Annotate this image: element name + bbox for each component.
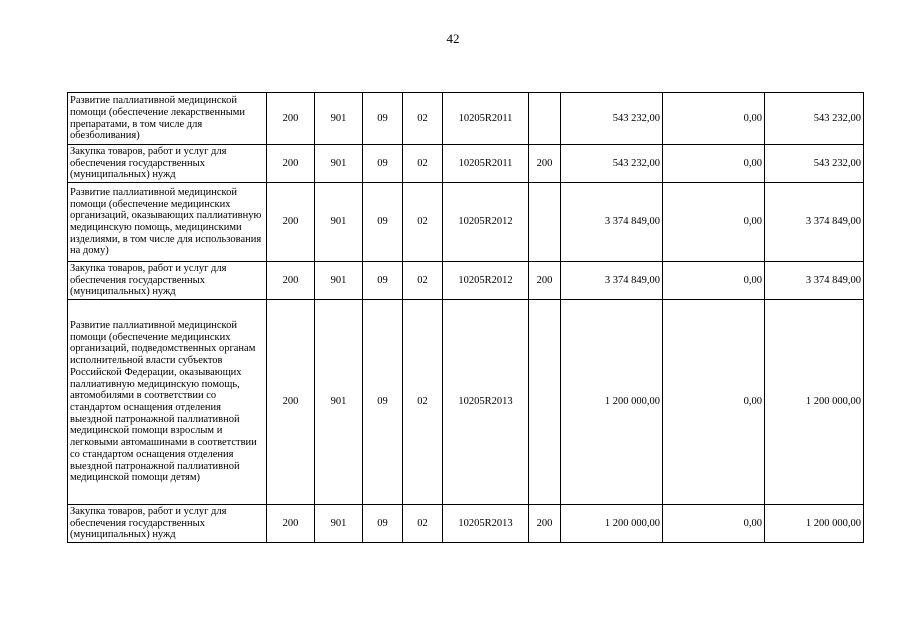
expense-type-cell xyxy=(529,93,561,145)
section-code-cell: 09 xyxy=(363,505,403,543)
table-row xyxy=(68,505,864,543)
amount-total-cell: 543 232,00 xyxy=(561,93,663,145)
target-article-cell: 10205R2013 xyxy=(443,300,529,505)
budget-table xyxy=(67,92,864,543)
row-name-cell: Закупка товаров, работ и услуг для обеспечения государственных (муниципальных) нужд xyxy=(68,262,267,300)
amount-total-cell: 3 374 849,00 xyxy=(561,262,663,300)
amount-total-cell: 1 200 000,00 xyxy=(561,505,663,543)
page-number: 42 xyxy=(446,31,460,46)
amount-federal-cell: 0,00 xyxy=(663,145,765,183)
admin-code-cell: 200 xyxy=(267,145,315,183)
table-row xyxy=(68,300,864,505)
expense-type-cell: 200 xyxy=(529,262,561,300)
amount-regional-cell: 1 200 000,00 xyxy=(765,300,864,505)
target-article-cell: 10205R2012 xyxy=(443,183,529,262)
amount-regional-cell: 3 374 849,00 xyxy=(765,183,864,262)
admin-code-cell: 200 xyxy=(267,300,315,505)
expense-type-cell xyxy=(529,183,561,262)
row-name-cell: Развитие паллиативной медицинской помощи (обеспечение лекарственными препаратами, в том числе для обезболивания) xyxy=(68,93,267,145)
expense-type-cell xyxy=(529,300,561,505)
table-row xyxy=(68,93,864,145)
target-article-cell: 10205R2011 xyxy=(443,145,529,183)
subsection-code-cell: 02 xyxy=(403,300,443,505)
subsection-code-cell: 02 xyxy=(403,183,443,262)
admin-code-cell: 200 xyxy=(267,183,315,262)
section-code-cell: 09 xyxy=(363,262,403,300)
amount-federal-cell: 0,00 xyxy=(663,183,765,262)
amount-federal-cell: 0,00 xyxy=(663,262,765,300)
amount-regional-cell: 3 374 849,00 xyxy=(765,262,864,300)
amount-regional-cell: 543 232,00 xyxy=(765,93,864,145)
table-row xyxy=(68,183,864,262)
chapter-code-cell: 901 xyxy=(315,93,363,145)
admin-code-cell: 200 xyxy=(267,93,315,145)
chapter-code-cell: 901 xyxy=(315,183,363,262)
target-article-cell: 10205R2012 xyxy=(443,262,529,300)
row-name-cell: Закупка товаров, работ и услуг для обеспечения государственных (муниципальных) нужд xyxy=(68,505,267,543)
table-row xyxy=(68,262,864,300)
amount-federal-cell: 0,00 xyxy=(663,93,765,145)
row-name-cell: Развитие паллиативной медицинской помощи (обеспечение медицинских организаций, подведомственных органам исполнительной власти субъектов Российской Федерации, оказывающих паллиативную медицинскую помощь, автомобилями в соответствии со стандартом оснащения отделения выездной патронажной паллиативной медицинской помощи взрослым и легковыми автомашинами в соответствии со стандартом оснащения отделения выездной патронажной паллиативной медицинской помощи детям) xyxy=(68,300,267,505)
subsection-code-cell: 02 xyxy=(403,505,443,543)
chapter-code-cell: 901 xyxy=(315,505,363,543)
expense-type-cell: 200 xyxy=(529,145,561,183)
target-article-cell: 10205R2013 xyxy=(443,505,529,543)
subsection-code-cell: 02 xyxy=(403,145,443,183)
admin-code-cell: 200 xyxy=(267,262,315,300)
table-row xyxy=(68,145,864,183)
amount-federal-cell: 0,00 xyxy=(663,505,765,543)
chapter-code-cell: 901 xyxy=(315,300,363,505)
chapter-code-cell: 901 xyxy=(315,145,363,183)
section-code-cell: 09 xyxy=(363,145,403,183)
chapter-code-cell: 901 xyxy=(315,262,363,300)
amount-federal-cell: 0,00 xyxy=(663,300,765,505)
section-code-cell: 09 xyxy=(363,300,403,505)
amount-regional-cell: 543 232,00 xyxy=(765,145,864,183)
expense-type-cell: 200 xyxy=(529,505,561,543)
section-code-cell: 09 xyxy=(363,93,403,145)
target-article-cell: 10205R2011 xyxy=(443,93,529,145)
section-code-cell: 09 xyxy=(363,183,403,262)
subsection-code-cell: 02 xyxy=(403,93,443,145)
table-body xyxy=(68,93,864,543)
amount-total-cell: 543 232,00 xyxy=(561,145,663,183)
admin-code-cell: 200 xyxy=(267,505,315,543)
amount-total-cell: 1 200 000,00 xyxy=(561,300,663,505)
amount-total-cell: 3 374 849,00 xyxy=(561,183,663,262)
row-name-cell: Закупка товаров, работ и услуг для обеспечения государственных (муниципальных) нужд xyxy=(68,145,267,183)
subsection-code-cell: 02 xyxy=(403,262,443,300)
row-name-cell: Развитие паллиативной медицинской помощи (обеспечение медицинских организаций, оказывающих паллиативную медицинскую помощь, медицинскими изделиями, в том числе для использования на дому) xyxy=(68,183,267,262)
amount-regional-cell: 1 200 000,00 xyxy=(765,505,864,543)
